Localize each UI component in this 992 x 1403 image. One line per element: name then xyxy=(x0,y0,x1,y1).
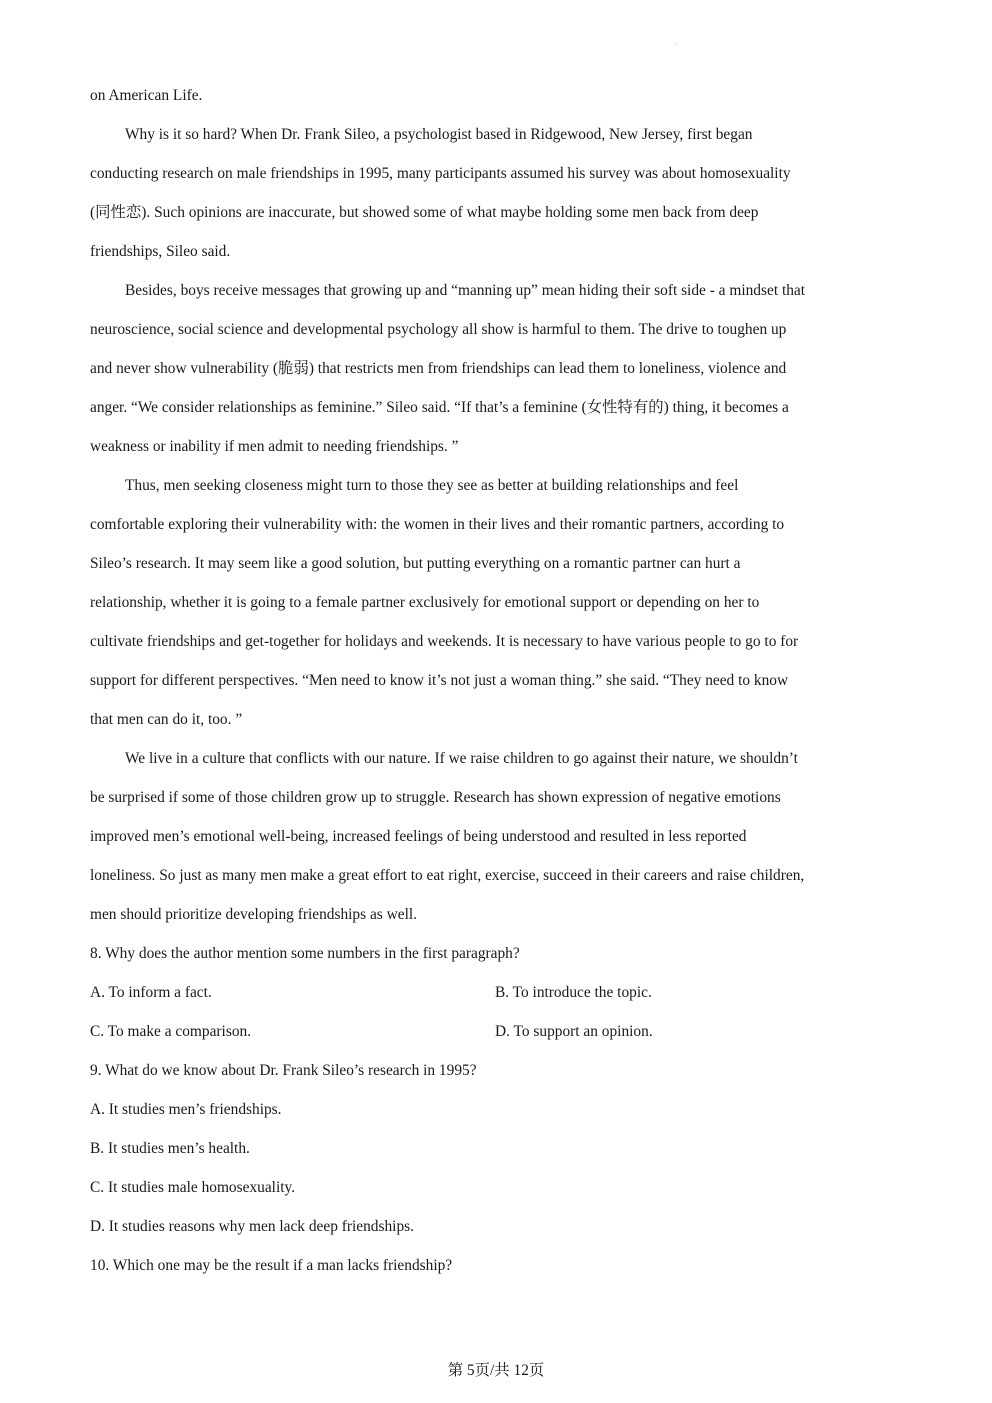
option-c: C. To make a comparison. xyxy=(90,1023,252,1040)
question-stem: 8. Why does the author mention some numbers in the first paragraph? xyxy=(90,945,520,962)
text-line: be surprised if some of those children grow up to struggle. Research has shown expression of negative emotions xyxy=(90,789,781,806)
text-line: weakness or inability if men admit to needing friendships. ” xyxy=(90,438,459,455)
option-row xyxy=(90,1012,905,1051)
text-line: comfortable exploring their vulnerability with: the women in their lives and their romantic partners, according to xyxy=(90,516,785,533)
paragraph-4 xyxy=(90,739,905,934)
scan-speck xyxy=(675,44,676,45)
text-line: on American Life. xyxy=(90,87,203,104)
option-d: D. It studies reasons why men lack deep friendships. xyxy=(90,1218,414,1235)
text-line: friendships, Sileo said. xyxy=(90,243,231,260)
option-c: C. It studies male homosexuality. xyxy=(90,1179,296,1196)
paragraph-3 xyxy=(90,466,905,739)
option-b: B. To introduce the topic. xyxy=(495,984,652,1001)
question-9 xyxy=(90,1051,905,1246)
question-stem: 9. What do we know about Dr. Frank Sileo’s research in 1995? xyxy=(90,1062,477,1079)
text-line: Besides, boys receive messages that growing up and “manning up” mean hiding their soft side - a mindset that xyxy=(125,282,806,299)
text-line: anger. “We consider relationships as feminine.” Sileo said. “If that’s a feminine (女性特有的) thing, it becomes a xyxy=(90,399,789,416)
text-line: (同性恋). Such opinions are inaccurate, but showed some of what maybe holding some men back from deep xyxy=(90,204,759,221)
text-line: support for different perspectives. “Men need to know it’s not just a woman thing.” she said. “They need to know xyxy=(90,672,789,689)
option-a: A. To inform a fact. xyxy=(90,984,212,1001)
text-line: men should prioritize developing friendships as well. xyxy=(90,906,417,923)
paragraph-0 xyxy=(90,76,905,115)
text-line: and never show vulnerability (脆弱) that restricts men from friendships can lead them to loneliness, violence and xyxy=(90,360,787,377)
paragraph-2 xyxy=(90,271,905,466)
question-8 xyxy=(90,934,905,1051)
text-line: cultivate friendships and get-together for holidays and weekends. It is necessary to have various people to go to for xyxy=(90,633,799,650)
page-number: 第 5页/共 12页 xyxy=(447,1362,545,1379)
text-line: conducting research on male friendships in 1995, many participants assumed his survey was about homosexuality xyxy=(90,165,791,182)
option-row xyxy=(90,973,905,1012)
question-stem: 10. Which one may be the result if a man lacks friendship? xyxy=(90,1257,453,1274)
text-line: Thus, men seeking closeness might turn to those they see as better at building relationships and feel xyxy=(125,477,739,494)
text-line: Sileo’s research. It may seem like a good solution, but putting everything on a romantic partner can hurt a xyxy=(90,555,741,572)
text-line: Why is it so hard? When Dr. Frank Sileo, a psychologist based in Ridgewood, New Jersey, first began xyxy=(125,126,753,143)
text-line: neuroscience, social science and developmental psychology all show is harmful to them. The drive to toughen up xyxy=(90,321,787,338)
option-d: D. To support an opinion. xyxy=(495,1023,653,1040)
text-line: loneliness. So just as many men make a great effort to eat right, exercise, succeed in their careers and raise children, xyxy=(90,867,805,884)
text-line: relationship, whether it is going to a female partner exclusively for emotional support or depending on her to xyxy=(90,594,760,611)
document-body xyxy=(90,76,905,1285)
option-a: A. It studies men’s friendships. xyxy=(90,1101,282,1118)
text-line: that men can do it, too. ” xyxy=(90,711,243,728)
text-line: We live in a culture that conflicts with our nature. If we raise children to go against their nature, we shouldn’t xyxy=(125,750,798,767)
question-10 xyxy=(90,1246,905,1285)
option-b: B. It studies men’s health. xyxy=(90,1140,250,1157)
paragraph-1 xyxy=(90,115,905,271)
text-line: improved men’s emotional well-being, increased feelings of being understood and resulted in less reported xyxy=(90,828,747,845)
